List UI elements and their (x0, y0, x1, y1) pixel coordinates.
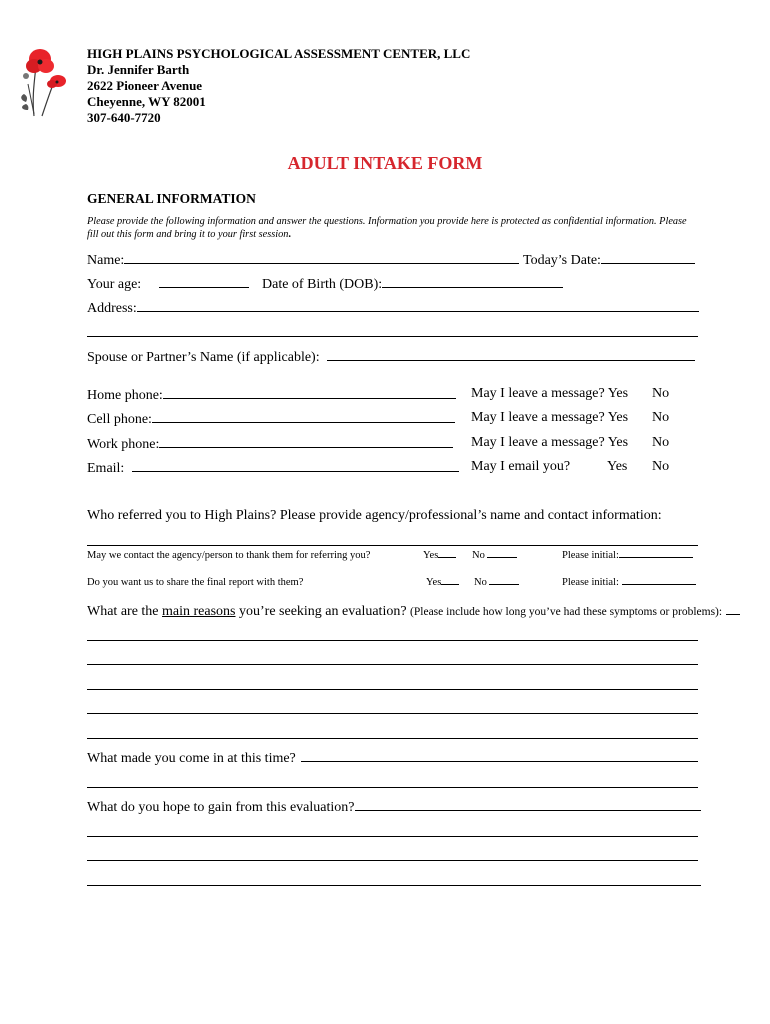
reasons-line-2[interactable] (87, 664, 698, 665)
address-line-2[interactable] (87, 336, 698, 337)
dob-label: Date of Birth (DOB): (262, 277, 383, 292)
reasons-inline-blank[interactable] (726, 601, 740, 615)
now-answer-field[interactable] (301, 748, 698, 762)
practice-name: HIGH PLAINS PSYCHOLOGICAL ASSESSMENT CENTER, LLC (87, 46, 471, 61)
contact-initial-label: Please initial: (562, 550, 619, 561)
contact-initial-field[interactable] (619, 547, 693, 558)
now-question-row (87, 748, 698, 768)
share-yes-option[interactable] (426, 574, 459, 592)
contact-no-blank[interactable] (487, 547, 517, 558)
reasons-note: (Please include how long you’ve had these symptoms or problems): (410, 606, 723, 618)
reasons-pre: What are the (87, 604, 163, 619)
age-field[interactable] (159, 274, 249, 288)
gain-question-row (87, 797, 701, 817)
share-no-blank[interactable] (489, 574, 519, 585)
share-no-option[interactable] (474, 574, 519, 592)
referral-answer-line[interactable] (87, 545, 698, 546)
reasons-post: you’re seeking an evaluation? (235, 604, 407, 619)
gain-line-3[interactable] (87, 860, 698, 861)
contact-no-option[interactable] (472, 547, 517, 565)
dob-field[interactable] (382, 274, 563, 288)
poppy-logo-icon (14, 44, 72, 118)
gain-answer-field[interactable] (355, 797, 701, 811)
leave-message-label: May I leave a message? (471, 435, 605, 450)
share-yes-label: Yes (426, 577, 442, 588)
work-phone-field[interactable] (159, 434, 453, 448)
practice-header (87, 46, 470, 126)
cell-phone-label: Cell phone: (87, 412, 152, 427)
share-no-label: No (474, 577, 487, 588)
address-field[interactable] (137, 298, 699, 312)
reasons-line-1[interactable] (87, 640, 698, 641)
referral-question: Who referred you to High Plains? Please provide agency/professional’s name and contact information: (87, 508, 662, 523)
share-initial-field[interactable] (622, 574, 696, 585)
share-initial-label: Please initial: (562, 577, 619, 588)
leave-message-label: May I leave a message? (471, 386, 605, 401)
cell-leave-message (471, 409, 628, 427)
spouse-row (87, 347, 695, 367)
home-no-option[interactable]: No (652, 386, 670, 401)
email-permission-label: May I email you? (471, 459, 571, 474)
intro-period: . (288, 229, 291, 240)
intro-text (87, 215, 697, 241)
email-yes-option[interactable]: Yes (607, 459, 628, 474)
spouse-field[interactable] (327, 347, 695, 361)
work-no-option[interactable]: No (652, 435, 670, 450)
doctor-name: Dr. Jennifer Barth (87, 62, 190, 77)
email-field[interactable] (132, 458, 459, 472)
now-line-2[interactable] (87, 787, 698, 788)
reasons-underlined: main reasons (162, 604, 236, 619)
now-question: What made you come in at this time? (87, 751, 296, 766)
home-leave-message (471, 385, 628, 403)
contact-no-label: No (472, 550, 485, 561)
home-phone-label: Home phone: (87, 388, 163, 403)
cell-no-option[interactable]: No (652, 410, 670, 425)
street-address: 2622 Pioneer Avenue (87, 78, 203, 93)
reasons-line-3[interactable] (87, 689, 698, 690)
home-phone-row (87, 385, 456, 405)
email-no-option[interactable]: No (652, 459, 670, 474)
gain-line-4[interactable] (87, 885, 701, 886)
gain-question: What do you hope to gain from this evaluation? (87, 800, 355, 815)
work-yes-option[interactable]: Yes (607, 435, 629, 450)
leave-message-label: May I leave a message? (471, 410, 605, 425)
intro-body: Please provide the following information and answer the questions. Information you provide here is protected as confidential information. Please fill out this form and bring it to your first session (87, 216, 687, 240)
work-phone-row (87, 434, 453, 454)
address-row (87, 298, 699, 318)
name-row (87, 250, 519, 270)
home-yes-option[interactable]: Yes (607, 386, 629, 401)
dob-row (262, 274, 563, 294)
share-yes-blank[interactable] (441, 574, 459, 585)
name-field[interactable] (124, 250, 519, 264)
age-label: Your age: (87, 277, 142, 292)
work-phone-label: Work phone: (87, 437, 160, 452)
reasons-line-5[interactable] (87, 738, 698, 739)
practice-phone: 307-640-7720 (87, 110, 161, 125)
gain-line-2[interactable] (87, 836, 698, 837)
contact-question: May we contact the agency/person to thank them for referring you? (87, 550, 371, 561)
todays-date-field[interactable] (601, 250, 695, 264)
cell-phone-row (87, 409, 455, 429)
cell-phone-field[interactable] (152, 409, 455, 423)
spouse-label: Spouse or Partner’s Name (if applicable): (87, 350, 320, 365)
email-row (87, 458, 459, 478)
contact-yes-label: Yes (423, 550, 439, 561)
home-phone-field[interactable] (163, 385, 456, 399)
name-label: Name: (87, 253, 125, 268)
reasons-line-4[interactable] (87, 713, 698, 714)
share-initial (562, 574, 696, 592)
contact-yes-option[interactable] (423, 547, 456, 565)
share-question: Do you want us to share the final report with them? (87, 577, 304, 588)
cell-yes-option[interactable]: Yes (607, 410, 629, 425)
contact-yes-blank[interactable] (438, 547, 456, 558)
date-row (523, 250, 695, 270)
section-title: GENERAL INFORMATION (87, 191, 256, 206)
work-leave-message (471, 434, 628, 452)
form-title: ADULT INTAKE FORM (287, 153, 483, 173)
contact-initial (562, 547, 693, 565)
reasons-question (87, 601, 740, 621)
email-label: Email: (87, 461, 125, 476)
age-row (87, 274, 249, 294)
todays-date-label: Today’s Date: (523, 253, 601, 268)
city-state-zip: Cheyenne, WY 82001 (87, 94, 206, 109)
address-label: Address: (87, 301, 137, 316)
